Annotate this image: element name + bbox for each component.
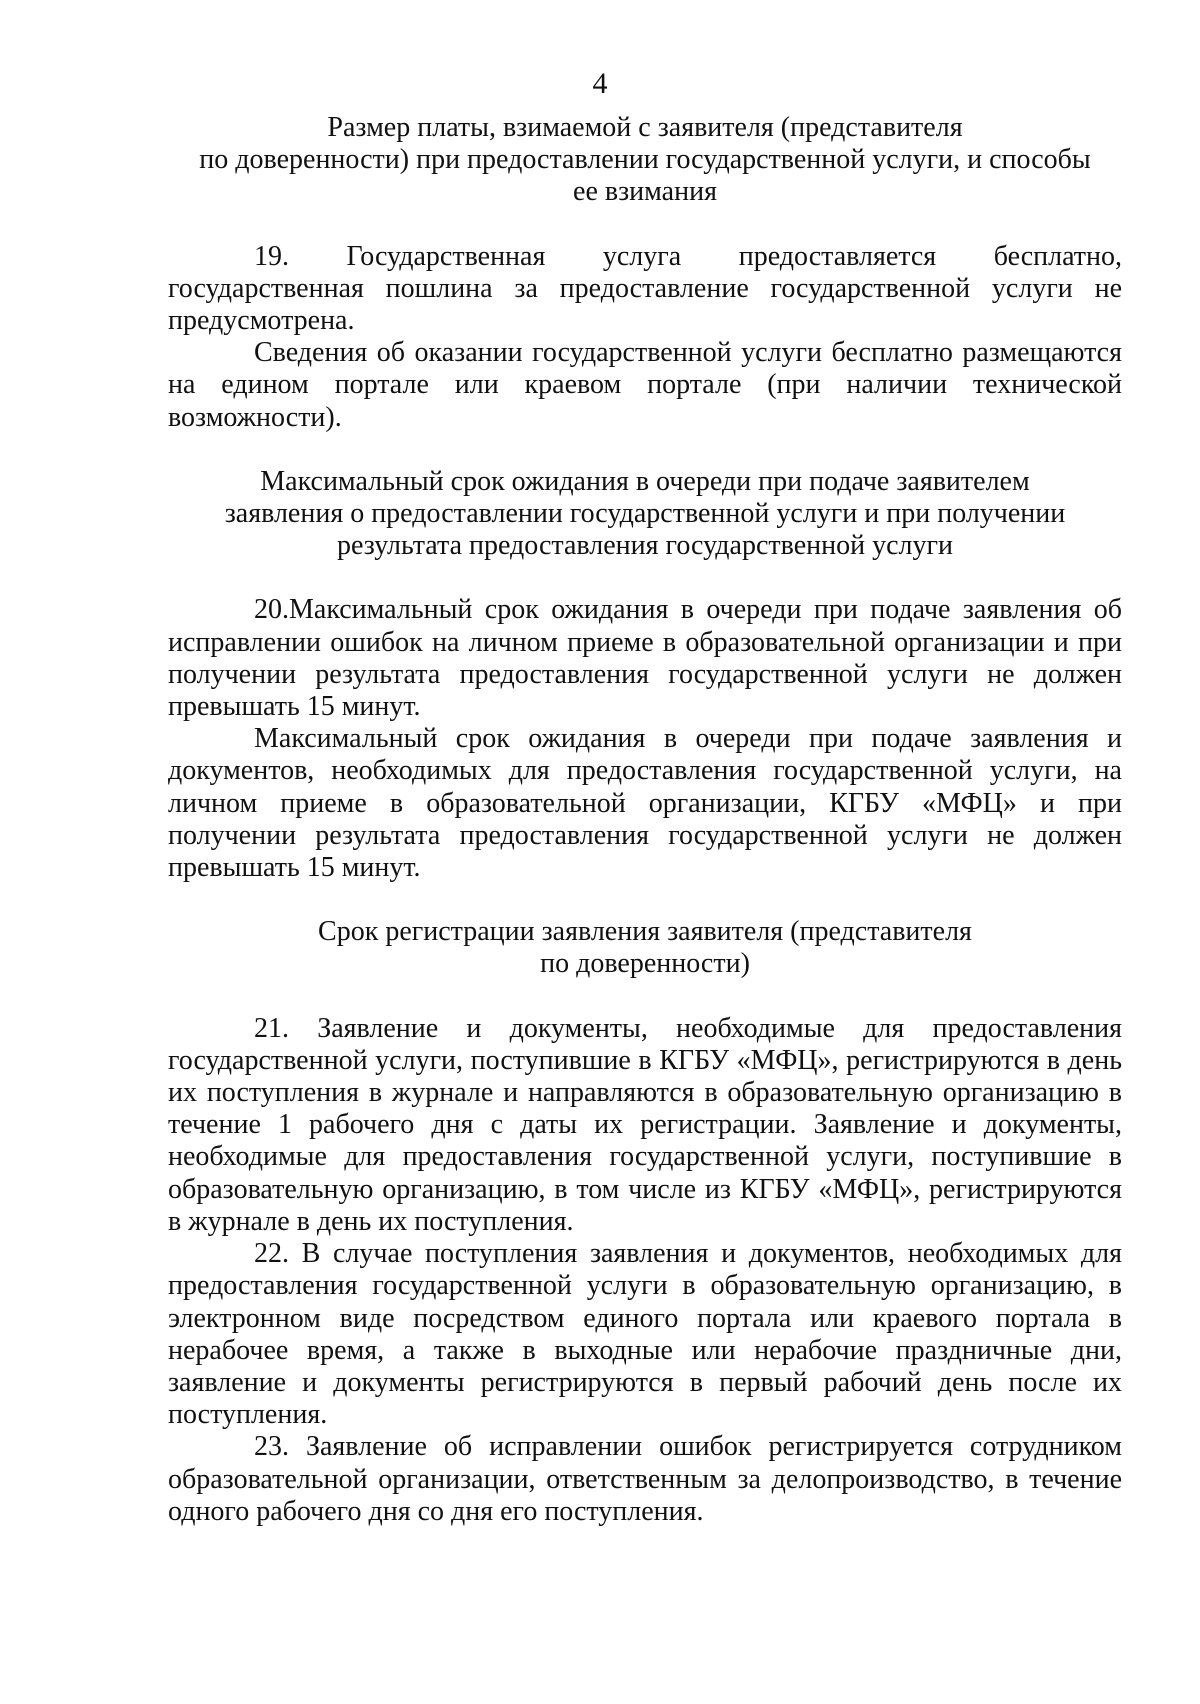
- heading-line: Срок регистрации заявления заявителя (представителя: [318, 916, 972, 948]
- paragraph-22: 22. В случае поступления заявления и документов, необходимых для предоставления государственной услуги в образовательную организацию, в электронном виде посредством единого портала или краевого портала в нерабочее время, а также в выходные или нерабочие праздничные дни, заявление и документы регистрируются в первый рабочий день после их поступления.: [168, 1238, 1122, 1431]
- heading-line: по доверенности): [540, 948, 750, 980]
- section-heading-waiting-time: [168, 466, 1122, 563]
- spacer: [168, 562, 1122, 594]
- paragraph-21: 21. Заявление и документы, необходимые для предоставления государственной услуги, поступившие в КГБУ «МФЦ», регистрируются в день их поступления в журнале и направляются в образовательную организацию в течение 1 рабочего дня с даты их регистрации. Заявление и документы, необходимые для предоставления государственной услуги, поступившие в образовательную организацию, в том числе из КГБУ «МФЦ», регистрируются в журнале в день их поступления.: [168, 1012, 1122, 1237]
- page-number: 4: [592, 67, 608, 100]
- heading-line: Размер платы, взимаемой с заявителя (представителя: [327, 112, 963, 143]
- paragraph-19-info: Сведения об оказании государственной услуги бесплатно размещаются на едином портале или краевом портале (при наличии технической возможности).: [168, 337, 1122, 433]
- spacer: [168, 884, 1122, 916]
- page-content: [168, 112, 1122, 1528]
- section-heading-fee: [168, 112, 1122, 209]
- paragraph-19: 19. Государственная услуга предоставляется бесплатно, государственная пошлина за предоставление государственной услуги не предусмотрена.: [168, 240, 1122, 337]
- heading-line: по доверенности) при предоставлении государственной услуги, и способы: [199, 144, 1091, 176]
- spacer: [168, 209, 1122, 241]
- heading-line: Максимальный срок ожидания в очереди при подаче заявителем: [260, 465, 1030, 497]
- spacer: [168, 981, 1122, 1013]
- spacer: [168, 434, 1122, 466]
- paragraph-20-documents: Максимальный срок ожидания в очереди при подаче заявления и документов, необходимых для предоставления государственной услуги, на личном приеме в образовательной организации, КГБУ «МФЦ» и при получении результата предоставления государственной услуги не должен превышать 15 минут.: [168, 723, 1122, 884]
- paragraph-23: 23. Заявление об исправлении ошибок регистрируется сотрудником образовательной организации, ответственным за делопроизводство, в течение одного рабочего дня со дня его поступления.: [168, 1431, 1122, 1527]
- heading-line: результата предоставления государственной услуги: [337, 530, 953, 562]
- heading-line: заявления о предоставлении государственной услуги и при получении: [224, 498, 1066, 530]
- section-heading-registration: [168, 916, 1122, 980]
- heading-line: ее взимания: [573, 176, 717, 208]
- paragraph-20: 20.Максимальный срок ожидания в очереди при подаче заявления об исправлении ошибок на личном приеме в образовательной организации и при получении результата предоставления государственной услуги не должен превышать 15 минут.: [168, 594, 1122, 723]
